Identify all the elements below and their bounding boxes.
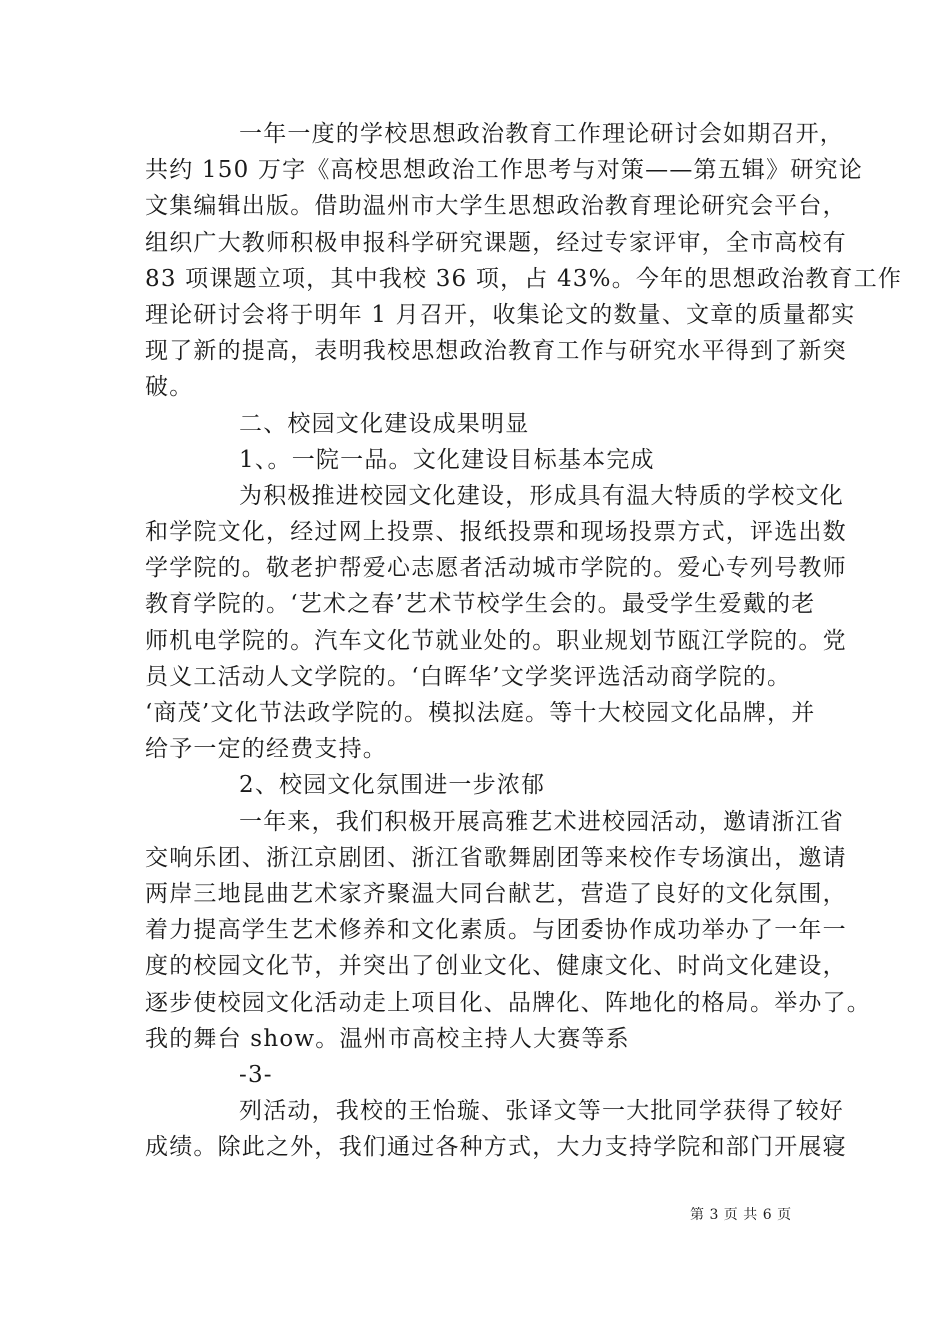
paragraph-line: ‘商茂’文化节法政学院的。模拟法庭。等十大校园文化品牌，并 <box>145 700 816 726</box>
section-heading: 二、校园文化建设成果明显 <box>239 410 530 437</box>
paragraph-line: 师机电学院的。汽车文化节就业处的。职业规划节瓯江学院的。党 <box>145 627 847 654</box>
paragraph-line: 员义工活动人文学院的。‘白晖华’文学奖评选活动商学院的。 <box>145 663 792 690</box>
paragraph-line: 着力提高学生艺术修养和文化素质。与团委协作成功举办了一年一 <box>145 917 847 944</box>
paragraph-line: 学学院的。敬老护帮爱心志愿者活动城市学院的。爱心专列号教师 <box>145 555 847 582</box>
paragraph-line: 度的校园文化节，并突出了创业文化、健康文化、时尚文化建设， <box>145 953 847 980</box>
paragraph-line: 破。 <box>145 374 194 401</box>
paragraph-line: 现了新的提高，表明我校思想政治教育工作与研究水平得到了新突 <box>145 338 847 365</box>
inline-page-number: -3- <box>239 1061 273 1088</box>
document-body <box>145 116 903 1165</box>
paragraph-line: 教育学院的。‘艺术之春’艺术节校学生会的。最受学生爱戴的老 <box>145 591 816 618</box>
paragraph-line: 文集编辑出版。借助温州市大学生思想政治教育理论研究会平台， <box>145 193 847 220</box>
paragraph-line: 一年一度的学校思想政治教育工作理论研讨会如期召开， <box>239 121 844 147</box>
paragraph-line: 成绩。除此之外，我们通过各种方式，大力支持学院和部门开展寝 <box>145 1134 847 1161</box>
paragraph-line: 共约 150 万字《高校思想政治工作思考与对策——第五辑》研究论 <box>145 157 863 184</box>
paragraph-line: 一年来，我们积极开展高雅艺术进校园活动，邀请浙江省 <box>239 808 844 835</box>
paragraph-line: 83 项课题立项，其中我校 36 项，占 43%。今年的思想政治教育工作 <box>145 265 903 292</box>
paragraph-line: 组织广大教师积极申报科学研究课题，经过专家评审，全市高校有 <box>145 229 847 256</box>
paragraph-line: 和学院文化，经过网上投票、报纸投票和现场投票方式，评选出数 <box>145 519 847 546</box>
paragraph-line: 列活动，我校的王怡璇、张译文等一大批同学获得了较好 <box>239 1098 844 1125</box>
paragraph-line: 为积极推进校园文化建设，形成具有温大特质的学校文化 <box>239 482 844 509</box>
paragraph-line: 交响乐团、浙江京剧团、浙江省歌舞剧团等来校作专场演出，邀请 <box>145 844 847 871</box>
paragraph-line: 逐步使校园文化活动走上项目化、品牌化、阵地化的格局。举办了。 <box>145 989 871 1016</box>
subsection-heading: 2、校园文化氛围进一步浓郁 <box>239 772 546 799</box>
page-footer: 第 3 页 共 6 页 <box>690 1207 792 1223</box>
paragraph-line: 我的舞台 show。温州市高校主持人大赛等系 <box>145 1025 630 1052</box>
paragraph-line: 理论研讨会将于明年 1 月召开，收集论文的数量、文章的质量都实 <box>145 301 856 328</box>
paragraph-line: 给予一定的经费支持。 <box>145 736 387 763</box>
paragraph-line: 两岸三地昆曲艺术家齐聚温大同台献艺，营造了良好的文化氛围， <box>145 880 847 907</box>
subsection-heading: 1、。一院一品。文化建设目标基本完成 <box>239 446 655 473</box>
